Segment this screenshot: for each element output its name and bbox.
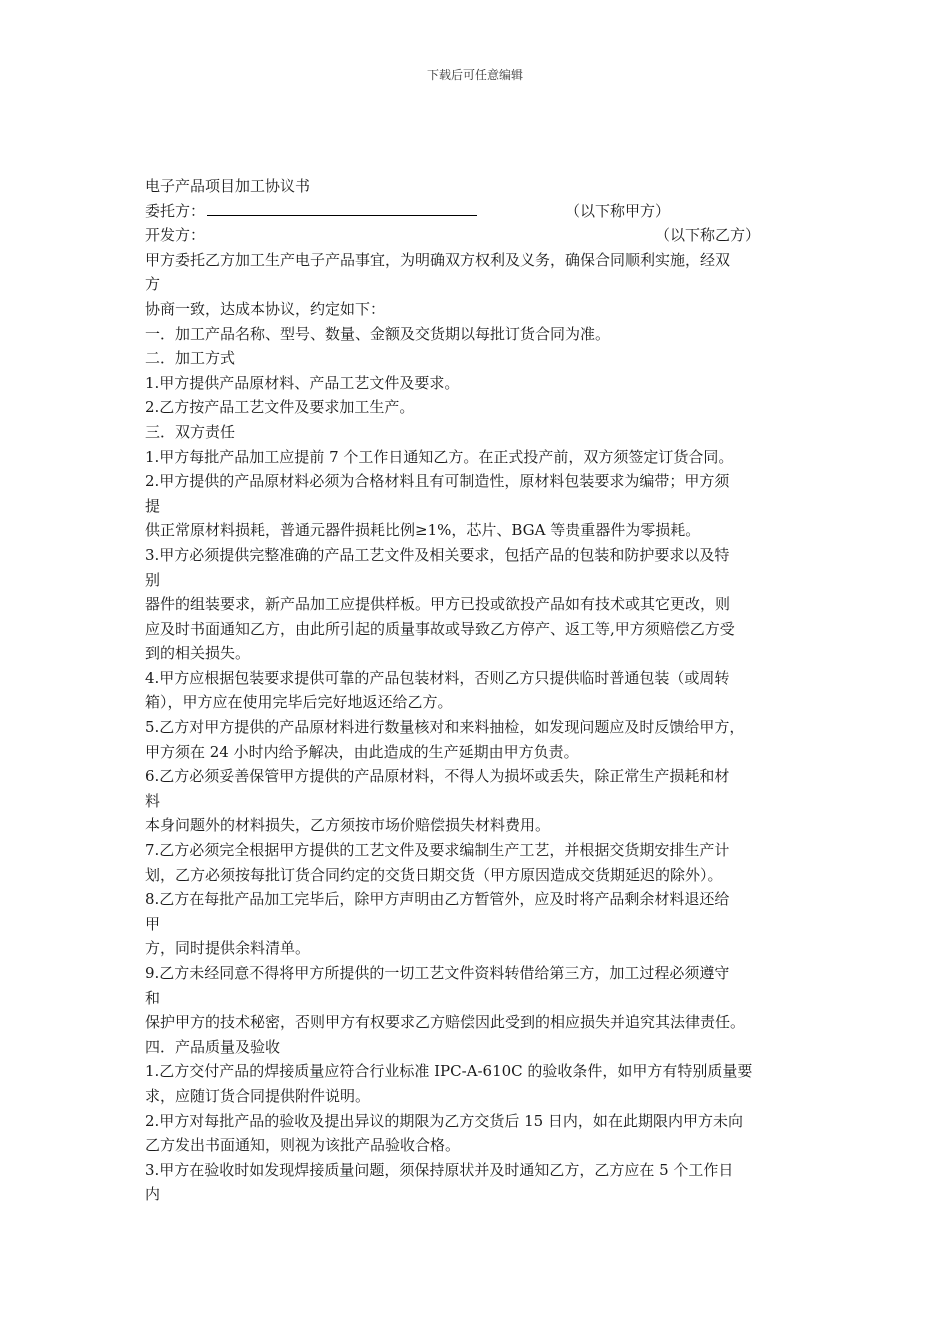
text-line: 应及时书面通知乙方，由此所引起的质量事故或导致乙方停产、返工等,甲方须赔偿乙方受 bbox=[145, 619, 735, 638]
text-line: 到的相关损失。 bbox=[145, 644, 251, 663]
text-line: 甲方须在 24 小时内给予解决，由此造成的生产延期由甲方负责。 bbox=[145, 742, 579, 761]
text-line: 方，同时提供余料清单。 bbox=[145, 939, 311, 958]
text-line: 甲 bbox=[145, 914, 161, 933]
text-line: 1.乙方交付产品的焊接质量应符合行业标准 IPC-A-610C 的验收条件，如甲方有特别质量要 bbox=[145, 1062, 753, 1081]
text-line: 提 bbox=[145, 496, 161, 515]
text-line: 和 bbox=[145, 988, 161, 1007]
text-line: 2.乙方按产品工艺文件及要求加工生产。 bbox=[145, 398, 415, 417]
clauses bbox=[145, 248, 825, 1207]
text-line: 箱），甲方应在使用完毕后完好地返还给乙方。 bbox=[145, 693, 453, 712]
text-line: 1.甲方提供产品原材料、产品工艺文件及要求。 bbox=[145, 373, 460, 392]
text-line: 甲方委托乙方加工生产电子产品事宜，为明确双方权利及义务，确保合同顺利实施，经双 bbox=[145, 250, 731, 269]
text-line: 别 bbox=[145, 570, 161, 589]
document-body bbox=[145, 174, 825, 1207]
page-header: 下载后可任意编辑 bbox=[426, 68, 523, 82]
text-line: 3.甲方必须提供完整准确的产品工艺文件及相关要求，包括产品的包装和防护要求以及特 bbox=[145, 545, 730, 564]
text-line: 2.甲方提供的产品原材料必须为合格材料且有可制造性，原材料包装要求为编带；甲方须 bbox=[145, 472, 730, 491]
text-line: 划，乙方必须按每批订货合同约定的交货日期交货（甲方原因造成交货期延迟的除外）。 bbox=[145, 865, 723, 884]
text-line: 7.乙方必须完全根据甲方提供的工艺文件及要求编制生产工艺，并根据交货期安排生产计 bbox=[145, 841, 730, 860]
developer-field-row bbox=[145, 223, 825, 248]
text-line: 四．产品质量及验收 bbox=[145, 1037, 281, 1056]
text-line: 求，应随订货合同提供附件说明。 bbox=[145, 1086, 371, 1105]
text-line: 9.乙方未经同意不得将甲方所提供的一切工艺文件资料转借给第三方，加工过程必须遵守 bbox=[145, 964, 730, 982]
text-line: 内 bbox=[145, 1185, 161, 1204]
client-field-row bbox=[145, 199, 825, 224]
text-line: 2.甲方对每批产品的验收及提出异议的期限为乙方交货后 15 日内，如在此期限内甲方未向 bbox=[145, 1111, 743, 1130]
document-title: 电子产品项目加工协议书 bbox=[145, 177, 311, 195]
text-line: 4.甲方应根据包装要求提供可靠的产品包装材料，否则乙方只提供临时普通包装（或周转 bbox=[145, 668, 730, 687]
text-line: 本身问题外的材料损失，乙方须按市场价赔偿损失材料费用。 bbox=[145, 816, 551, 835]
text-line: 3.甲方在验收时如发现焊接质量问题，须保持原状并及时通知乙方，乙方应在 5 个工作日 bbox=[145, 1160, 734, 1179]
developer-note: （以下称乙方） bbox=[655, 226, 761, 245]
text-line: 保护甲方的技术秘密，否则甲方有权要求乙方赔偿因此受到的相应损失并追究其法律责任。 bbox=[145, 1013, 746, 1032]
client-label: 委托方： bbox=[145, 201, 206, 220]
text-line: 5.乙方对甲方提供的产品原材料进行数量核对和来料抽检，如发现问题应及时反馈给甲方， bbox=[145, 718, 745, 737]
text-line: 器件的组装要求，新产品加工应提供样板。甲方已投或欲投产品如有技术或其它更改，则 bbox=[145, 595, 731, 614]
text-line: 方 bbox=[145, 275, 161, 294]
text-line: 1.甲方每批产品加工应提前 7 个工作日通知乙方。在正式投产前，双方须签定订货合同。 bbox=[145, 447, 734, 466]
text-line: 一．加工产品名称、型号、数量、金额及交货期以每批订货合同为准。 bbox=[145, 324, 611, 343]
text-line: 三．双方责任 bbox=[145, 422, 236, 441]
text-line: 料 bbox=[145, 791, 161, 810]
text-line: 二．加工方式 bbox=[145, 349, 236, 368]
text-line: 8.乙方在每批产品加工完毕后，除甲方声明由乙方暂管外，应及时将产品剩余材料退还给 bbox=[145, 890, 730, 909]
client-note: （以下称甲方） bbox=[565, 201, 671, 220]
text-line: 协商一致，达成本协议，约定如下： bbox=[145, 299, 386, 318]
developer-label: 开发方： bbox=[145, 226, 206, 245]
text-line: 乙方发出书面通知，则视为该批产品验收合格。 bbox=[145, 1136, 461, 1155]
text-line: 6.乙方必须妥善保管甲方提供的产品原材料，不得人为损坏或丢失，除正常生产损耗和材 bbox=[145, 767, 730, 786]
text-line: 供正常原材料损耗，普通元器件损耗比例≥1%，芯片、BGA 等贵重器件为零损耗。 bbox=[145, 521, 701, 540]
client-name-blank[interactable] bbox=[207, 199, 477, 216]
